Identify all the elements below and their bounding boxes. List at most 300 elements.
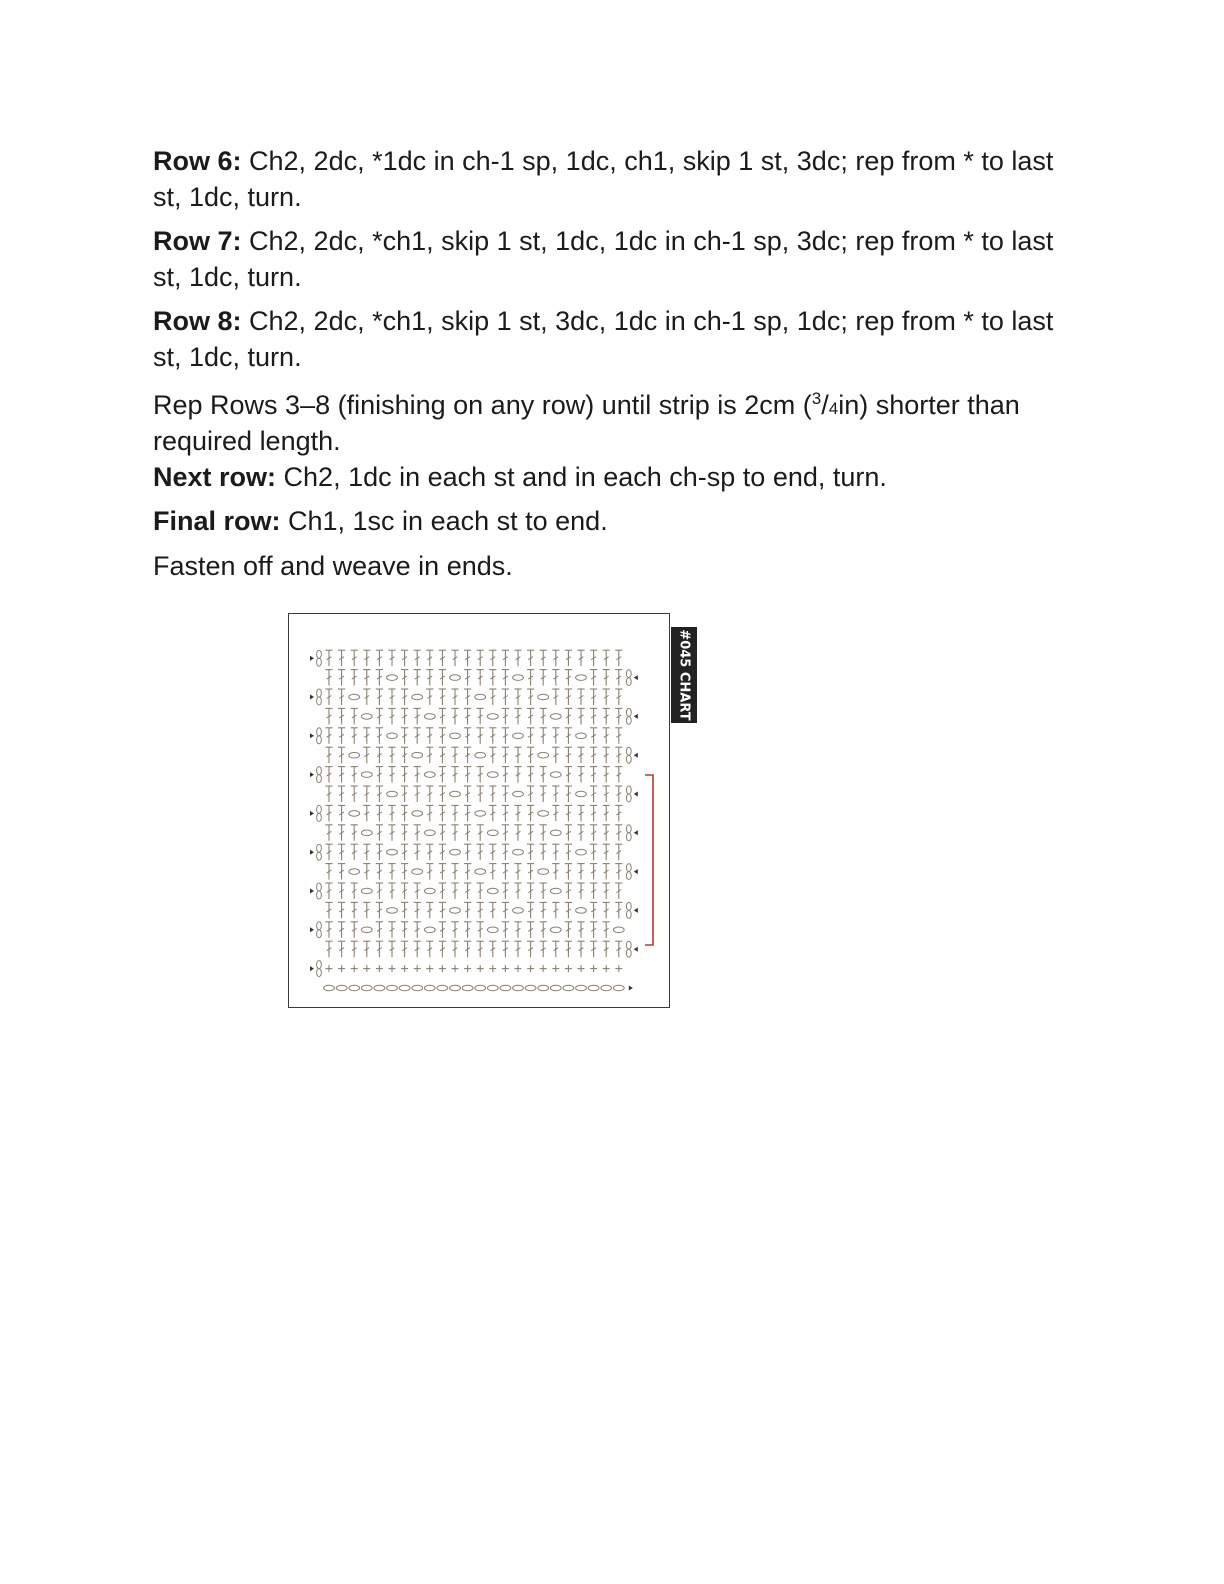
double-crochet-stitch (464, 767, 471, 783)
chain-stitch (475, 985, 486, 991)
turning-chain (317, 922, 322, 938)
double-crochet-stitch (477, 941, 484, 957)
double-crochet-stitch (376, 728, 383, 744)
double-crochet-stitch (603, 670, 610, 686)
double-crochet-stitch (552, 650, 559, 666)
final-row-text: Ch1, 1sc in each st to end. (280, 506, 608, 536)
chart-row (310, 922, 624, 938)
double-crochet-stitch (527, 902, 534, 918)
double-crochet-stitch (338, 825, 345, 841)
chain-stitch (424, 830, 435, 836)
row-direction-arrow (634, 908, 638, 913)
chart-row (325, 941, 637, 957)
double-crochet-stitch (388, 825, 395, 841)
double-crochet-stitch (603, 902, 610, 918)
double-crochet-stitch (401, 902, 408, 918)
single-crochet-stitch (414, 965, 421, 972)
double-crochet-stitch (351, 922, 358, 938)
double-crochet-stitch (565, 922, 572, 938)
double-crochet-stitch (401, 825, 408, 841)
double-crochet-stitch (464, 902, 471, 918)
double-crochet-stitch (590, 670, 597, 686)
double-crochet-stitch (565, 902, 572, 918)
chain-stitch (576, 675, 587, 681)
single-crochet-stitch (578, 965, 585, 972)
chain-stitch (550, 714, 561, 720)
single-crochet-stitch (401, 965, 408, 972)
double-crochet-stitch (464, 805, 471, 821)
row-7-label: Row 7: (153, 226, 242, 256)
double-crochet-stitch (439, 825, 446, 841)
fasten-off-instruction (153, 548, 1073, 584)
double-crochet-stitch (325, 825, 332, 841)
double-crochet-stitch (565, 825, 572, 841)
chain-stitch (550, 927, 561, 933)
double-crochet-stitch (615, 650, 622, 666)
chart-row (310, 805, 622, 821)
row-direction-arrow (310, 656, 314, 661)
double-crochet-stitch (590, 767, 597, 783)
repeat-bracket (643, 774, 657, 946)
double-crochet-stitch (489, 747, 496, 763)
double-crochet-stitch (439, 650, 446, 666)
turning-chain (317, 805, 322, 821)
double-crochet-stitch (603, 786, 610, 802)
double-crochet-stitch (590, 805, 597, 821)
single-crochet-stitch (590, 965, 597, 972)
double-crochet-stitch (338, 805, 345, 821)
double-crochet-stitch (351, 728, 358, 744)
double-crochet-stitch (376, 786, 383, 802)
double-crochet-stitch (540, 708, 547, 724)
chart-row (310, 689, 622, 705)
double-crochet-stitch (603, 689, 610, 705)
double-crochet-stitch (338, 786, 345, 802)
row-direction-arrow (634, 792, 638, 797)
double-crochet-stitch (502, 864, 509, 880)
single-crochet-stitch (540, 965, 547, 972)
double-crochet-stitch (439, 902, 446, 918)
double-crochet-stitch (527, 767, 534, 783)
chain-stitch (349, 811, 360, 817)
chain-stitch (487, 888, 498, 894)
double-crochet-stitch (363, 689, 370, 705)
double-crochet-stitch (615, 786, 622, 802)
chain-stitch (475, 752, 486, 758)
chain-stitch (487, 714, 498, 720)
double-crochet-stitch (540, 883, 547, 899)
chain-stitch (487, 772, 498, 778)
double-crochet-stitch (414, 670, 421, 686)
single-crochet-stitch (477, 965, 484, 972)
double-crochet-stitch (577, 864, 584, 880)
chain-stitch (374, 985, 385, 991)
row-6-instruction (153, 143, 1073, 215)
chain-stitch (513, 791, 524, 797)
row-8-label: Row 8: (153, 306, 242, 336)
double-crochet-stitch (590, 689, 597, 705)
double-crochet-stitch (338, 941, 345, 957)
double-crochet-stitch (527, 844, 534, 860)
single-crochet-stitch (552, 965, 559, 972)
double-crochet-stitch (363, 786, 370, 802)
double-crochet-stitch (540, 844, 547, 860)
double-crochet-stitch (464, 883, 471, 899)
next-row-label: Next row: (153, 462, 277, 492)
double-crochet-stitch (376, 825, 383, 841)
double-crochet-stitch (552, 747, 559, 763)
row-7-instruction (153, 223, 1073, 295)
double-crochet-stitch (464, 747, 471, 763)
double-crochet-stitch (477, 650, 484, 666)
double-crochet-stitch (363, 670, 370, 686)
double-crochet-stitch (577, 883, 584, 899)
double-crochet-stitch (351, 708, 358, 724)
chain-stitch (613, 985, 624, 991)
double-crochet-stitch (577, 941, 584, 957)
double-crochet-stitch (489, 786, 496, 802)
double-crochet-stitch (426, 902, 433, 918)
chart-row (325, 902, 637, 918)
chart-row (324, 985, 625, 991)
double-crochet-stitch (502, 883, 509, 899)
double-crochet-stitch (514, 689, 521, 705)
chain-stitch (412, 869, 423, 875)
double-crochet-stitch (590, 844, 597, 860)
chart-row (310, 728, 622, 744)
double-crochet-stitch (502, 747, 509, 763)
chain-stitch (437, 985, 448, 991)
single-crochet-stitch (351, 965, 358, 972)
double-crochet-stitch (363, 650, 370, 666)
double-crochet-stitch (477, 728, 484, 744)
double-crochet-stitch (615, 767, 622, 783)
double-crochet-stitch (527, 708, 534, 724)
chain-stitch (349, 985, 360, 991)
double-crochet-stitch (514, 922, 521, 938)
turning-chain (626, 708, 631, 724)
chain-stitch (487, 985, 498, 991)
chain-stitch (424, 714, 435, 720)
double-crochet-stitch (325, 883, 332, 899)
turning-chain (317, 767, 322, 783)
double-crochet-stitch (502, 922, 509, 938)
double-crochet-stitch (439, 844, 446, 860)
chain-stitch (399, 985, 410, 991)
double-crochet-stitch (590, 902, 597, 918)
chain-stitch (576, 733, 587, 739)
chain-stitch (538, 752, 549, 758)
chain-stitch (412, 811, 423, 817)
double-crochet-stitch (502, 670, 509, 686)
chain-stitch (576, 791, 587, 797)
double-crochet-stitch (351, 941, 358, 957)
chain-stitch (387, 791, 398, 797)
double-crochet-stitch (577, 650, 584, 666)
double-crochet-stitch (426, 728, 433, 744)
double-crochet-stitch (464, 825, 471, 841)
double-crochet-stitch (426, 844, 433, 860)
double-crochet-stitch (388, 941, 395, 957)
double-crochet-stitch (388, 864, 395, 880)
double-crochet-stitch (338, 902, 345, 918)
double-crochet-stitch (451, 650, 458, 666)
double-crochet-stitch (325, 650, 332, 666)
double-crochet-stitch (401, 805, 408, 821)
double-crochet-stitch (477, 922, 484, 938)
double-crochet-stitch (338, 747, 345, 763)
single-crochet-stitch (389, 965, 396, 972)
double-crochet-stitch (388, 922, 395, 938)
double-crochet-stitch (338, 922, 345, 938)
double-crochet-stitch (565, 747, 572, 763)
double-crochet-stitch (603, 941, 610, 957)
double-crochet-stitch (615, 844, 622, 860)
chain-stitch (387, 985, 398, 991)
double-crochet-stitch (376, 941, 383, 957)
double-crochet-stitch (401, 728, 408, 744)
double-crochet-stitch (451, 747, 458, 763)
double-crochet-stitch (603, 708, 610, 724)
double-crochet-stitch (351, 786, 358, 802)
double-crochet-stitch (376, 844, 383, 860)
double-crochet-stitch (426, 864, 433, 880)
double-crochet-stitch (590, 650, 597, 666)
double-crochet-stitch (477, 902, 484, 918)
double-crochet-stitch (439, 864, 446, 880)
final-row-label: Final row: (153, 506, 281, 536)
double-crochet-stitch (439, 689, 446, 705)
chain-stitch (550, 888, 561, 894)
double-crochet-stitch (325, 708, 332, 724)
double-crochet-stitch (325, 922, 332, 938)
chain-stitch (475, 811, 486, 817)
double-crochet-stitch (451, 805, 458, 821)
double-crochet-stitch (426, 689, 433, 705)
double-crochet-stitch (464, 941, 471, 957)
chart-row (310, 650, 622, 666)
double-crochet-stitch (439, 670, 446, 686)
double-crochet-stitch (565, 708, 572, 724)
double-crochet-stitch (577, 825, 584, 841)
chain-stitch (450, 675, 461, 681)
double-crochet-stitch (502, 805, 509, 821)
double-crochet-stitch (540, 902, 547, 918)
double-crochet-stitch (351, 825, 358, 841)
double-crochet-stitch (565, 728, 572, 744)
double-crochet-stitch (590, 864, 597, 880)
double-crochet-stitch (603, 825, 610, 841)
double-crochet-stitch (514, 767, 521, 783)
double-crochet-stitch (540, 941, 547, 957)
double-crochet-stitch (426, 670, 433, 686)
double-crochet-stitch (376, 864, 383, 880)
chain-stitch (387, 908, 398, 914)
chain-stitch (487, 830, 498, 836)
double-crochet-stitch (351, 670, 358, 686)
double-crochet-stitch (540, 650, 547, 666)
turning-chain (317, 728, 322, 744)
chain-stitch (601, 985, 612, 991)
double-crochet-stitch (401, 689, 408, 705)
double-crochet-stitch (502, 767, 509, 783)
double-crochet-stitch (603, 747, 610, 763)
double-crochet-stitch (603, 767, 610, 783)
double-crochet-stitch (514, 805, 521, 821)
double-crochet-stitch (464, 708, 471, 724)
double-crochet-stitch (527, 864, 534, 880)
double-crochet-stitch (615, 689, 622, 705)
double-crochet-stitch (363, 864, 370, 880)
single-crochet-stitch (326, 965, 333, 972)
chain-stitch (538, 869, 549, 875)
chain-stitch (475, 869, 486, 875)
double-crochet-stitch (464, 844, 471, 860)
double-crochet-stitch (338, 689, 345, 705)
row-7-text: Ch2, 2dc, *ch1, skip 1 st, 1dc, 1dc in ch-1 sp, 3dc; rep from * to last st, 1dc, turn. (153, 226, 1054, 292)
double-crochet-stitch (603, 650, 610, 666)
chain-stitch (424, 927, 435, 933)
double-crochet-stitch (401, 747, 408, 763)
double-crochet-stitch (514, 825, 521, 841)
double-crochet-stitch (351, 844, 358, 860)
double-crochet-stitch (426, 747, 433, 763)
chain-stitch (324, 985, 335, 991)
turning-chain (317, 689, 322, 705)
double-crochet-stitch (603, 883, 610, 899)
chain-stitch (412, 985, 423, 991)
double-crochet-stitch (401, 941, 408, 957)
chart-row (310, 767, 622, 783)
double-crochet-stitch (414, 844, 421, 860)
chain-stitch (513, 733, 524, 739)
double-crochet-stitch (414, 786, 421, 802)
double-crochet-stitch (577, 689, 584, 705)
single-crochet-stitch (502, 965, 509, 972)
double-crochet-stitch (401, 767, 408, 783)
double-crochet-stitch (489, 941, 496, 957)
chain-stitch (500, 985, 511, 991)
chain-stitch (576, 985, 587, 991)
chain-stitch (550, 830, 561, 836)
next-row-text: Ch2, 1dc in each st and in each ch-sp to end, turn. (276, 462, 887, 492)
row-direction-arrow (310, 695, 314, 700)
single-crochet-stitch (439, 965, 446, 972)
double-crochet-stitch (464, 922, 471, 938)
double-crochet-stitch (376, 922, 383, 938)
double-crochet-stitch (615, 902, 622, 918)
double-crochet-stitch (615, 825, 622, 841)
chain-stitch (387, 849, 398, 855)
double-crochet-stitch (552, 864, 559, 880)
double-crochet-stitch (363, 844, 370, 860)
double-crochet-stitch (388, 650, 395, 666)
single-crochet-stitch (452, 965, 459, 972)
double-crochet-stitch (351, 767, 358, 783)
double-crochet-stitch (439, 922, 446, 938)
double-crochet-stitch (527, 650, 534, 666)
double-crochet-stitch (514, 941, 521, 957)
double-crochet-stitch (477, 708, 484, 724)
double-crochet-stitch (414, 825, 421, 841)
double-crochet-stitch (414, 883, 421, 899)
double-crochet-stitch (489, 844, 496, 860)
double-crochet-stitch (376, 670, 383, 686)
double-crochet-stitch (338, 670, 345, 686)
double-crochet-stitch (590, 728, 597, 744)
chain-stitch (525, 985, 536, 991)
double-crochet-stitch (603, 922, 610, 938)
double-crochet-stitch (338, 883, 345, 899)
chain-stitch (424, 772, 435, 778)
chain-stitch (487, 927, 498, 933)
double-crochet-stitch (477, 844, 484, 860)
double-crochet-stitch (351, 902, 358, 918)
row-6-label: Row 6: (153, 146, 242, 176)
double-crochet-stitch (439, 728, 446, 744)
chain-stitch (349, 752, 360, 758)
double-crochet-stitch (565, 650, 572, 666)
double-crochet-stitch (565, 805, 572, 821)
turning-chain (626, 747, 631, 763)
chain-stitch (513, 908, 524, 914)
single-crochet-stitch (603, 965, 610, 972)
row-direction-arrow (310, 927, 314, 932)
row-direction-arrow (634, 947, 638, 952)
double-crochet-stitch (325, 786, 332, 802)
chart-row (310, 844, 622, 860)
row-direction-arrow (310, 889, 314, 894)
double-crochet-stitch (603, 805, 610, 821)
chain-stitch (361, 830, 372, 836)
chain-stitch (336, 985, 347, 991)
single-crochet-stitch (464, 965, 471, 972)
double-crochet-stitch (325, 844, 332, 860)
double-crochet-stitch (489, 670, 496, 686)
double-crochet-stitch (451, 883, 458, 899)
double-crochet-stitch (540, 670, 547, 686)
double-crochet-stitch (388, 767, 395, 783)
double-crochet-stitch (376, 767, 383, 783)
double-crochet-stitch (376, 883, 383, 899)
double-crochet-stitch (464, 728, 471, 744)
double-crochet-stitch (577, 767, 584, 783)
chain-stitch (588, 985, 599, 991)
double-crochet-stitch (615, 941, 622, 957)
chain-stitch (412, 694, 423, 700)
double-crochet-stitch (451, 708, 458, 724)
chain-stitch (563, 985, 574, 991)
double-crochet-stitch (477, 786, 484, 802)
double-crochet-stitch (363, 728, 370, 744)
double-crochet-stitch (451, 767, 458, 783)
double-crochet-stitch (502, 844, 509, 860)
chain-stitch (450, 791, 461, 797)
chain-stitch (613, 927, 624, 933)
double-crochet-stitch (388, 805, 395, 821)
double-crochet-stitch (514, 747, 521, 763)
chain-stitch (361, 714, 372, 720)
turning-chain (317, 961, 322, 977)
repeat-bracket-line (645, 775, 653, 945)
chain-stitch (550, 772, 561, 778)
double-crochet-stitch (439, 941, 446, 957)
double-crochet-stitch (527, 941, 534, 957)
turning-chain (626, 902, 631, 918)
double-crochet-stitch (489, 805, 496, 821)
double-crochet-stitch (502, 650, 509, 666)
double-crochet-stitch (527, 747, 534, 763)
